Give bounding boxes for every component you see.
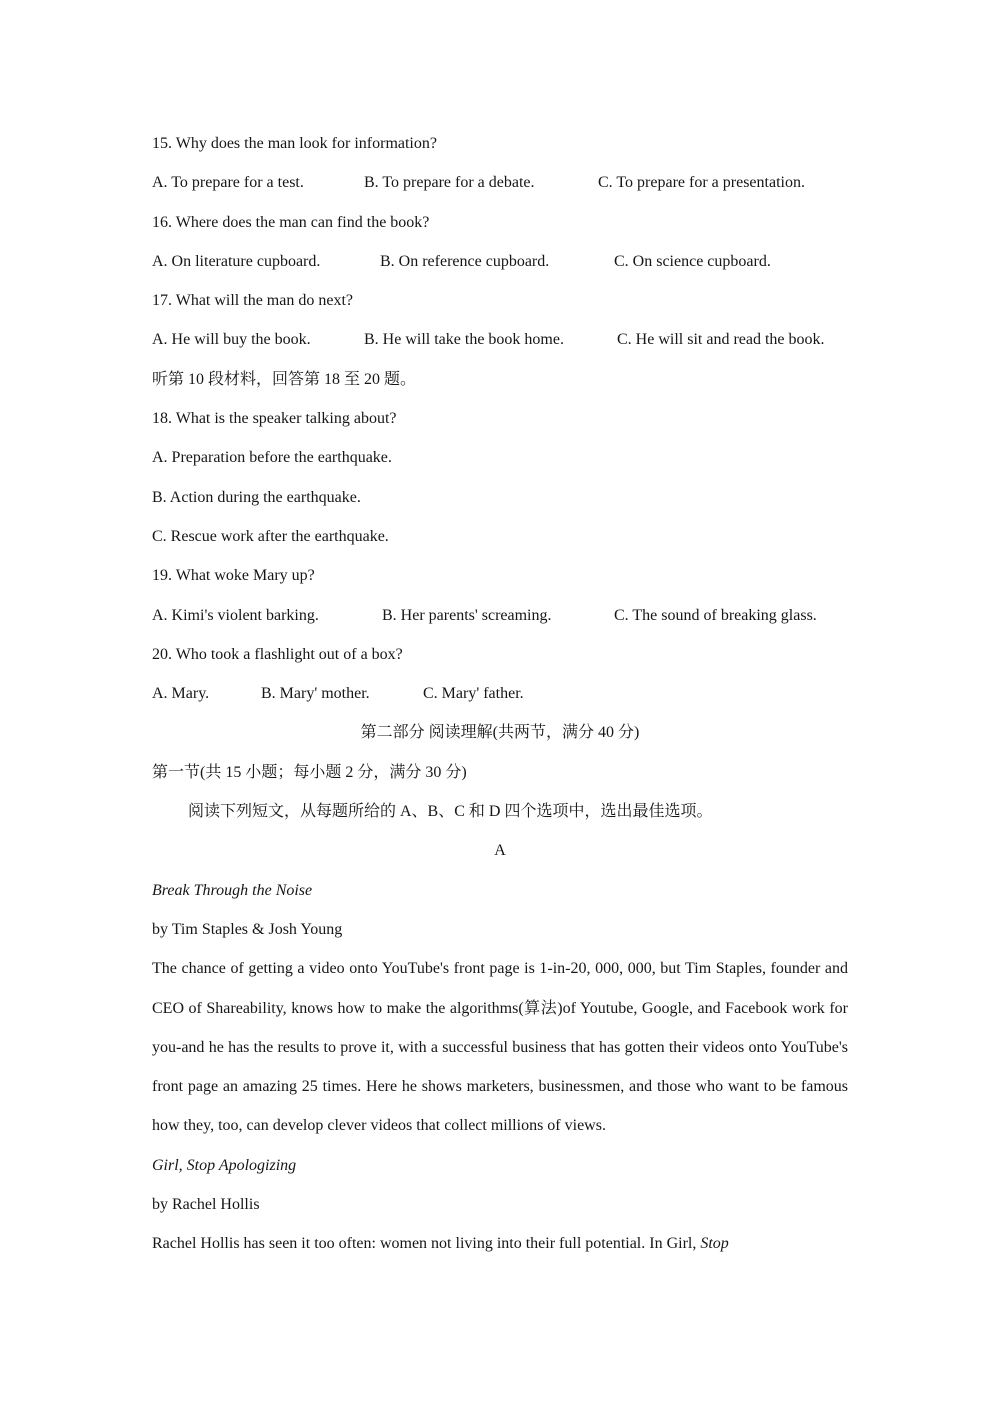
section1-title: 第一节(共 15 小题；每小题 2 分，满分 30 分) xyxy=(152,763,467,781)
option-19-b: B. Her parents' screaming. xyxy=(382,606,552,624)
book2-description-line xyxy=(152,1224,848,1263)
option-20-a: A. Mary. xyxy=(152,685,210,703)
book2-byline: by Rachel Hollis xyxy=(152,1196,260,1214)
option-18-b: B. Action during the earthquake. xyxy=(152,488,361,506)
book1-description: The chance of getting a video onto YouTube's front page is 1-in-20, 000, 000, but Tim Staples, founder and CEO of Shareability, knows how to make the algorithms(算法)of Youtube, Google, and Facebook work for you-and he has the results to prove it, with a successful business that has gotten their videos onto YouTube's front page an amazing 25 times. Here he shows marketers, businessmen, and those who want to be famous how they, too, can develop clever videos that collect millions of views. xyxy=(152,960,848,1135)
question-18: 18. What is the speaker talking about? xyxy=(152,410,397,428)
options-row-q15 xyxy=(152,163,848,202)
option-16-a: A. On literature cupboard. xyxy=(152,252,321,270)
options-row-q16 xyxy=(152,242,848,281)
option-16-b: B. On reference cupboard. xyxy=(380,252,550,270)
passage-label: A xyxy=(494,842,506,860)
option-16-c: C. On science cupboard. xyxy=(614,252,771,270)
question-15: 15. Why does the man look for information? xyxy=(152,135,437,152)
option-19-c: C. The sound of breaking glass. xyxy=(614,606,817,624)
option-17-b: B. He will take the book home. xyxy=(364,331,564,349)
book2-description-start: Rachel Hollis has seen it too often: women not living into their full potential. In Girl, xyxy=(152,1235,701,1253)
option-15-a: A. To prepare for a test. xyxy=(152,174,304,192)
book2-title: Girl, Stop Apologizing xyxy=(152,1156,297,1174)
part2-title: 第二部分 阅读理解(共两节，满分 40 分) xyxy=(360,724,640,742)
question-20: 20. Who took a flashlight out of a box? xyxy=(152,645,403,663)
material-note: 听第 10 段材料，回答第 18 至 20 题。 xyxy=(152,370,417,388)
option-20-b: B. Mary' mother. xyxy=(261,685,370,703)
options-row-q19 xyxy=(152,596,848,635)
book2-description-italic: Stop xyxy=(700,1235,729,1253)
question-19: 19. What woke Mary up? xyxy=(152,567,315,585)
options-row-q20 xyxy=(152,674,848,713)
book1-title: Break Through the Noise xyxy=(152,881,313,899)
option-19-a: A. Kimi's violent barking. xyxy=(152,606,319,624)
option-15-b: B. To prepare for a debate. xyxy=(364,174,535,192)
options-row-q17 xyxy=(152,320,848,359)
book1-byline: by Tim Staples & Josh Young xyxy=(152,920,343,938)
option-15-c: C. To prepare for a presentation. xyxy=(598,174,805,192)
page-content xyxy=(152,124,848,1264)
option-20-c: C. Mary' father. xyxy=(423,685,524,703)
question-16: 16. Where does the man can find the book? xyxy=(152,213,430,231)
option-17-a: A. He will buy the book. xyxy=(152,331,311,349)
question-17: 17. What will the man do next? xyxy=(152,292,353,310)
reading-instruction: 阅读下列短文，从每题所给的 A、B、C 和 D 四个选项中，选出最佳选项。 xyxy=(188,803,713,821)
option-18-a: A. Preparation before the earthquake. xyxy=(152,449,392,467)
option-18-c: C. Rescue work after the earthquake. xyxy=(152,527,389,545)
option-17-c: C. He will sit and read the book. xyxy=(617,331,825,349)
